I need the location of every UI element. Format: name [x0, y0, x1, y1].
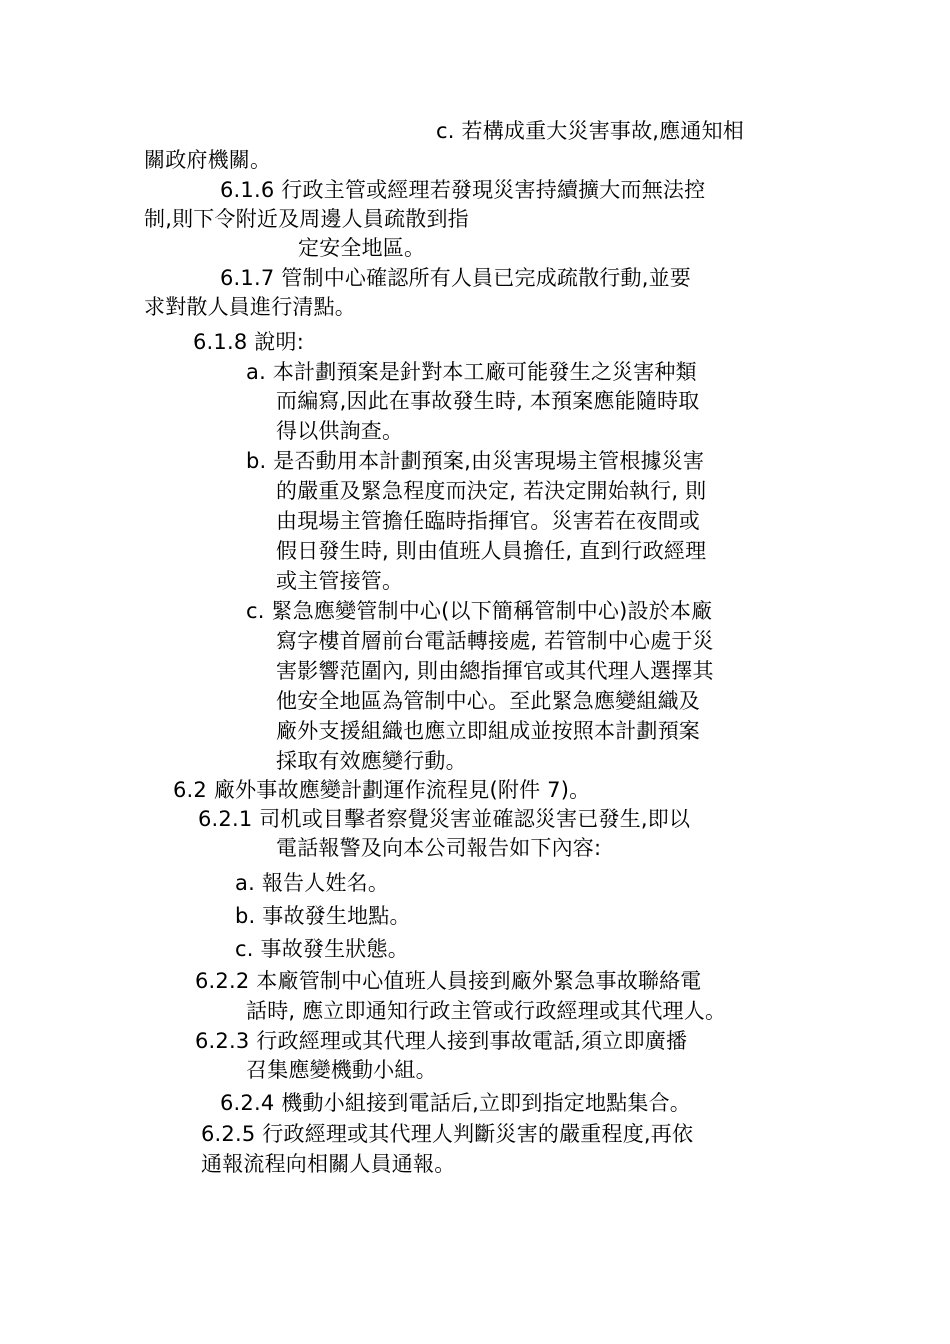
- text-line: 關政府機關。: [144, 148, 272, 172]
- text-line: 或主管接管。: [276, 569, 404, 593]
- text-line: 6.1.7 管制中心確認所有人員已完成疏散行動,並要: [220, 266, 691, 290]
- text-line: 而編寫,因此在事故發生時, 本預案應能隨時取: [276, 389, 700, 413]
- text-line: c. 若構成重大災害事故,應通知相: [436, 119, 744, 143]
- text-line: a. 本計劃預案是針對本工廠可能發生之災害种類: [246, 360, 697, 384]
- text-line: 6.2.2 本廠管制中心值班人員接到廠外緊急事故聯絡電: [195, 969, 702, 993]
- text-line: 6.2.1 司机或目擊者察覺災害並確認災害已發生,即以: [198, 807, 691, 831]
- text-line: 制,則下令附近及周邊人員疏散到指: [144, 207, 469, 231]
- text-line: 6.2.3 行政經理或其代理人接到事故電話,須立即廣播: [195, 1029, 688, 1053]
- text-line: 假日發生時, 則由值班人員擔任, 直到行政經理: [276, 539, 707, 563]
- text-line: 6.1.6 行政主管或經理若發現災害持續擴大而無法控: [220, 178, 706, 202]
- text-line: 得以供詢查。: [276, 419, 404, 443]
- text-line: c. 緊急應變管制中心(以下簡稱管制中心)設於本廠: [246, 599, 713, 623]
- text-line: b. 事故發生地點。: [235, 904, 411, 928]
- text-line: c. 事故發生狀態。: [235, 937, 409, 961]
- text-line: a. 報告人姓名。: [235, 871, 390, 895]
- text-line: 電話報警及向本公司報告如下內容:: [276, 836, 602, 860]
- text-line: 定安全地區。: [298, 236, 426, 260]
- text-line: 6.2 廠外事故應變計劃運作流程見(附件 7)。: [173, 778, 591, 802]
- text-line: 害影響范圍內, 則由總指揮官或其代理人選擇其: [276, 659, 714, 683]
- text-line: 採取有效應變行動。: [276, 749, 467, 773]
- text-line: 話時, 應立即通知行政主管或行政經理或其代理人。: [246, 999, 727, 1023]
- text-line: 6.1.8 說明:: [193, 330, 304, 354]
- text-line: 6.2.5 行政經理或其代理人判斷災害的嚴重程度,再依: [201, 1122, 694, 1146]
- text-line: 廠外支援組織也應立即組成並按照本計劃預案: [276, 719, 700, 743]
- text-line: 由現場主管擔任臨時指揮官。災害若在夜間或: [276, 509, 700, 533]
- text-line: 通報流程向相關人員通報。: [201, 1152, 456, 1176]
- text-line: 寫字樓首層前台電話轉接處, 若管制中心處于災: [276, 629, 714, 653]
- text-line: 召集應變機動小組。: [246, 1058, 437, 1082]
- text-line: 他安全地區為管制中心。至此緊急應變組織及: [276, 689, 700, 713]
- text-line: b. 是否動用本計劃預案,由災害現場主管根據災害: [246, 449, 705, 473]
- text-line: 6.2.4 機動小組接到電話后,立即到指定地點集合。: [220, 1091, 691, 1115]
- text-line: 的嚴重及緊急程度而決定, 若決定開始執行, 則: [276, 479, 707, 503]
- text-line: 求對散人員進行清點。: [144, 295, 356, 319]
